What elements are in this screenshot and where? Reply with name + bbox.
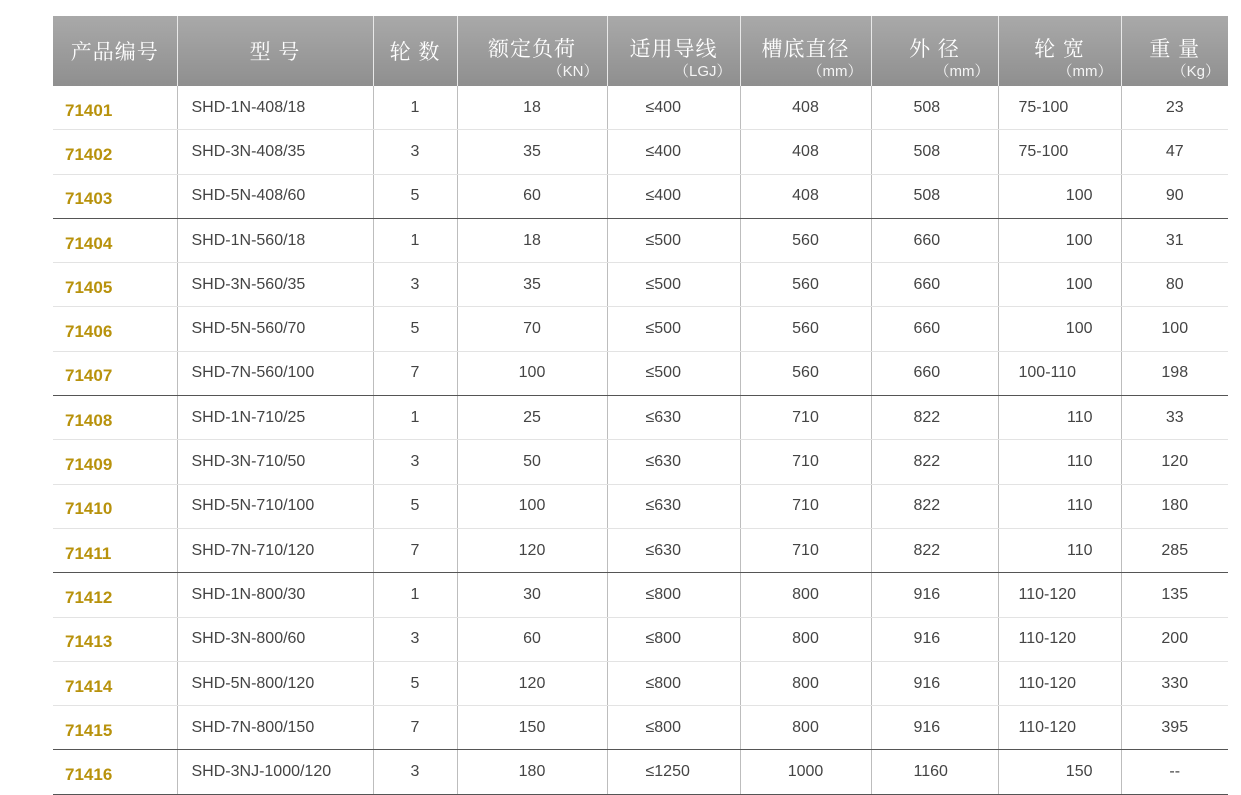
cell-outer-diameter: 916 (871, 661, 998, 705)
cell-wheel-count: 1 (373, 573, 457, 617)
cell-model: SHD-1N-710/25 (177, 396, 373, 440)
cell-product-code: 71416 (53, 750, 177, 794)
cell-groove-diameter: 800 (740, 573, 871, 617)
header-row (53, 16, 1228, 86)
cell-rated-load: 120 (457, 661, 607, 705)
table-row (53, 617, 1228, 661)
cell-groove-diameter: 1000 (740, 750, 871, 794)
cell-groove-diameter: 710 (740, 440, 871, 484)
cell-product-code: 71409 (53, 440, 177, 484)
cell-wheel-width: 110 (998, 396, 1121, 440)
cell-product-code: 71407 (53, 351, 177, 395)
cell-weight: 100 (1121, 307, 1228, 351)
cell-model: SHD-5N-560/70 (177, 307, 373, 351)
cell-outer-diameter: 508 (871, 174, 998, 218)
cell-rated-load: 120 (457, 528, 607, 572)
cell-applicable-wire: ≤400 (607, 130, 740, 174)
table-row (53, 573, 1228, 617)
table-row (53, 351, 1228, 395)
cell-applicable-wire: ≤630 (607, 440, 740, 484)
cell-outer-diameter: 660 (871, 351, 998, 395)
cell-wheel-count: 5 (373, 174, 457, 218)
cell-outer-diameter: 660 (871, 307, 998, 351)
cell-model: SHD-5N-710/100 (177, 484, 373, 528)
header-wheel-count: 轮 数 (373, 16, 457, 86)
cell-model: SHD-1N-408/18 (177, 86, 373, 130)
header-weight: 重 量 （Kg） (1121, 16, 1228, 86)
cell-groove-diameter: 560 (740, 351, 871, 395)
cell-model: SHD-7N-560/100 (177, 351, 373, 395)
cell-applicable-wire: ≤500 (607, 307, 740, 351)
table-row (53, 528, 1228, 572)
cell-rated-load: 60 (457, 174, 607, 218)
cell-weight: 135 (1121, 573, 1228, 617)
cell-rated-load: 30 (457, 573, 607, 617)
product-spec-table-container (53, 16, 1228, 795)
cell-outer-diameter: 822 (871, 528, 998, 572)
cell-outer-diameter: 508 (871, 130, 998, 174)
cell-wheel-width: 100 (998, 307, 1121, 351)
cell-groove-diameter: 408 (740, 174, 871, 218)
cell-outer-diameter: 822 (871, 440, 998, 484)
cell-groove-diameter: 800 (740, 617, 871, 661)
cell-product-code: 71412 (53, 573, 177, 617)
header-outer-diameter: 外 径 （mm） (871, 16, 998, 86)
cell-wheel-count: 7 (373, 528, 457, 572)
cell-product-code: 71406 (53, 307, 177, 351)
cell-wheel-count: 1 (373, 86, 457, 130)
cell-wheel-width: 100 (998, 174, 1121, 218)
cell-groove-diameter: 800 (740, 661, 871, 705)
cell-wheel-width: 100 (998, 218, 1121, 262)
cell-groove-diameter: 408 (740, 130, 871, 174)
cell-wheel-width: 100-110 (998, 351, 1121, 395)
cell-outer-diameter: 1160 (871, 750, 998, 794)
table-row (53, 263, 1228, 307)
cell-model: SHD-7N-710/120 (177, 528, 373, 572)
cell-applicable-wire: ≤500 (607, 263, 740, 307)
header-groove-diameter: 槽底直径 （mm） (740, 16, 871, 86)
header-rated-load: 额定负荷 （KN） (457, 16, 607, 86)
cell-product-code: 71408 (53, 396, 177, 440)
cell-groove-diameter: 560 (740, 263, 871, 307)
cell-weight: 330 (1121, 661, 1228, 705)
cell-applicable-wire: ≤500 (607, 351, 740, 395)
table-row (53, 130, 1228, 174)
cell-wheel-count: 5 (373, 661, 457, 705)
cell-wheel-width: 100 (998, 263, 1121, 307)
cell-weight: 31 (1121, 218, 1228, 262)
cell-model: SHD-1N-560/18 (177, 218, 373, 262)
cell-rated-load: 100 (457, 484, 607, 528)
cell-applicable-wire: ≤630 (607, 484, 740, 528)
cell-product-code: 71415 (53, 706, 177, 750)
cell-wheel-width: 110-120 (998, 661, 1121, 705)
table-row (53, 706, 1228, 750)
table-row (53, 440, 1228, 484)
cell-rated-load: 180 (457, 750, 607, 794)
cell-model: SHD-5N-408/60 (177, 174, 373, 218)
cell-wheel-width: 110-120 (998, 573, 1121, 617)
table-row (53, 86, 1228, 130)
cell-weight: 47 (1121, 130, 1228, 174)
cell-outer-diameter: 660 (871, 263, 998, 307)
cell-wheel-count: 1 (373, 218, 457, 262)
cell-outer-diameter: 916 (871, 573, 998, 617)
cell-weight: 80 (1121, 263, 1228, 307)
cell-weight: 198 (1121, 351, 1228, 395)
cell-model: SHD-7N-800/150 (177, 706, 373, 750)
cell-wheel-count: 3 (373, 263, 457, 307)
cell-weight: 200 (1121, 617, 1228, 661)
table-row (53, 750, 1228, 794)
cell-wheel-width: 110 (998, 528, 1121, 572)
cell-groove-diameter: 560 (740, 218, 871, 262)
table-row (53, 218, 1228, 262)
cell-weight: 285 (1121, 528, 1228, 572)
cell-rated-load: 35 (457, 263, 607, 307)
cell-rated-load: 60 (457, 617, 607, 661)
cell-model: SHD-3N-560/35 (177, 263, 373, 307)
cell-wheel-count: 7 (373, 706, 457, 750)
cell-applicable-wire: ≤800 (607, 573, 740, 617)
cell-product-code: 71403 (53, 174, 177, 218)
header-applicable-wire: 适用导线 （LGJ） (607, 16, 740, 86)
cell-weight: 90 (1121, 174, 1228, 218)
table-row (53, 174, 1228, 218)
cell-groove-diameter: 710 (740, 396, 871, 440)
cell-outer-diameter: 508 (871, 86, 998, 130)
cell-rated-load: 25 (457, 396, 607, 440)
cell-wheel-count: 3 (373, 440, 457, 484)
product-spec-table (53, 16, 1228, 795)
cell-rated-load: 50 (457, 440, 607, 484)
cell-applicable-wire: ≤800 (607, 706, 740, 750)
cell-outer-diameter: 916 (871, 706, 998, 750)
cell-model: SHD-3N-710/50 (177, 440, 373, 484)
cell-model: SHD-3N-408/35 (177, 130, 373, 174)
cell-weight: 23 (1121, 86, 1228, 130)
cell-outer-diameter: 660 (871, 218, 998, 262)
cell-rated-load: 150 (457, 706, 607, 750)
header-model: 型 号 (177, 16, 373, 86)
cell-rated-load: 18 (457, 218, 607, 262)
cell-model: SHD-5N-800/120 (177, 661, 373, 705)
cell-wheel-count: 3 (373, 750, 457, 794)
table-row (53, 661, 1228, 705)
cell-weight: -- (1121, 750, 1228, 794)
cell-wheel-width: 75-100 (998, 130, 1121, 174)
cell-wheel-count: 3 (373, 617, 457, 661)
cell-product-code: 71402 (53, 130, 177, 174)
cell-groove-diameter: 710 (740, 528, 871, 572)
cell-wheel-count: 5 (373, 484, 457, 528)
cell-applicable-wire: ≤630 (607, 528, 740, 572)
cell-weight: 180 (1121, 484, 1228, 528)
cell-applicable-wire: ≤400 (607, 86, 740, 130)
cell-product-code: 71413 (53, 617, 177, 661)
cell-model: SHD-3N-800/60 (177, 617, 373, 661)
cell-product-code: 71404 (53, 218, 177, 262)
table-row (53, 396, 1228, 440)
cell-outer-diameter: 822 (871, 484, 998, 528)
cell-groove-diameter: 710 (740, 484, 871, 528)
cell-wheel-count: 5 (373, 307, 457, 351)
cell-applicable-wire: ≤800 (607, 617, 740, 661)
cell-groove-diameter: 560 (740, 307, 871, 351)
table-row (53, 307, 1228, 351)
cell-rated-load: 35 (457, 130, 607, 174)
cell-weight: 395 (1121, 706, 1228, 750)
cell-product-code: 71411 (53, 528, 177, 572)
cell-product-code: 71401 (53, 86, 177, 130)
cell-rated-load: 100 (457, 351, 607, 395)
cell-applicable-wire: ≤400 (607, 174, 740, 218)
header-wheel-width: 轮 宽 （mm） (998, 16, 1121, 86)
cell-wheel-width: 110 (998, 440, 1121, 484)
cell-wheel-width: 110-120 (998, 706, 1121, 750)
cell-applicable-wire: ≤500 (607, 218, 740, 262)
cell-model: SHD-3NJ-1000/120 (177, 750, 373, 794)
cell-wheel-count: 7 (373, 351, 457, 395)
cell-applicable-wire: ≤630 (607, 396, 740, 440)
cell-applicable-wire: ≤1250 (607, 750, 740, 794)
cell-groove-diameter: 408 (740, 86, 871, 130)
cell-model: SHD-1N-800/30 (177, 573, 373, 617)
cell-wheel-count: 1 (373, 396, 457, 440)
cell-wheel-width: 110 (998, 484, 1121, 528)
cell-product-code: 71405 (53, 263, 177, 307)
cell-rated-load: 70 (457, 307, 607, 351)
cell-groove-diameter: 800 (740, 706, 871, 750)
cell-product-code: 71414 (53, 661, 177, 705)
cell-wheel-width: 110-120 (998, 617, 1121, 661)
cell-outer-diameter: 822 (871, 396, 998, 440)
cell-rated-load: 18 (457, 86, 607, 130)
cell-weight: 33 (1121, 396, 1228, 440)
cell-weight: 120 (1121, 440, 1228, 484)
cell-outer-diameter: 916 (871, 617, 998, 661)
cell-product-code: 71410 (53, 484, 177, 528)
cell-wheel-count: 3 (373, 130, 457, 174)
cell-applicable-wire: ≤800 (607, 661, 740, 705)
cell-wheel-width: 150 (998, 750, 1121, 794)
table-row (53, 484, 1228, 528)
cell-wheel-width: 75-100 (998, 86, 1121, 130)
header-product-code: 产品编号 (53, 16, 177, 86)
